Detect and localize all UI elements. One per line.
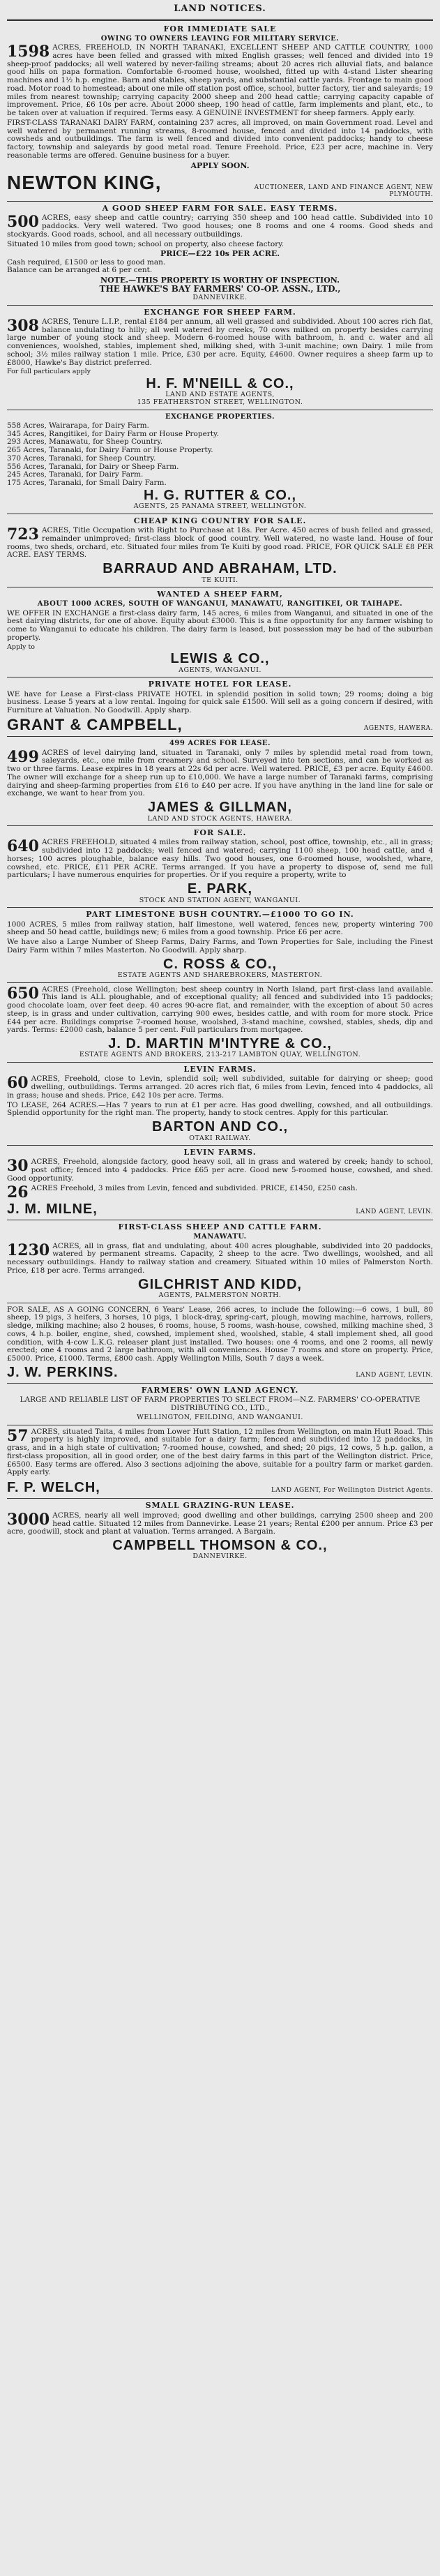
- ad-text: ACRES, Tenure L.I.P., rental £184 per annum, all well grassed and subdivided. About 100 acres rich flat, balance undulating to hilly; all well watered by creeks, 70 cows milked on property besides carrying large number of young stock and sheep. Modern 6-roomed house with bathroom, h. and c. water and all conveniences, woolshed, stables, implement shed, milking shed, with 3-unit machine; own Dairy. 1 mile from school; 3½ miles railway station 1 mile. Price, £30 per acre. Equity, £4600. Owner requires a sheep farm up to £8000, Hawke's Bay district preferred.: [7, 317, 433, 367]
- section-masthead: LAND NOTICES.: [174, 3, 266, 14]
- ad-perkins: [7, 1306, 433, 1381]
- ad-body-2: FIRST-CLASS TARANAKI DAIRY FARM, containing 237 acres, all improved, on main Government road. Level and well watered by permanent running streams, 8-roomed house, fenced and divided into 14 paddocks, with cowsheds and outbuildings. The farm is well fenced and divided into convenient paddocks; handy to cheese factory, township and saleyards by good metal road. Tenure Freehold. Price, £23 per acre, machine in. Very reasonable terms are offered. Genuine business for a buyer.: [7, 118, 433, 160]
- ad-agent-row: [7, 1201, 433, 1217]
- ad-header: CHEAP KING COUNTRY FOR SALE.: [133, 516, 307, 525]
- newspaper-page: [7, 4, 433, 2565]
- ad-lead-number: 57: [7, 1426, 29, 1445]
- agent-address: LAND AND ESTATE AGENTS, 135 FEATHERSTON STREET, WELLINGTON.: [137, 391, 303, 406]
- divider: [7, 1062, 433, 1063]
- divider: [7, 736, 433, 737]
- divider: [7, 1383, 433, 1384]
- agent-address: OTAKI RAILWAY.: [189, 1134, 251, 1142]
- ad-mneill: [7, 308, 433, 407]
- agent-name: NEWTON KING,: [7, 171, 162, 193]
- ad-lewis: [7, 590, 433, 674]
- ad-body: [7, 318, 433, 368]
- ad-header: FOR IMMEDIATE SALE: [163, 24, 277, 33]
- divider: [7, 825, 433, 826]
- agent-name: THE HAWKE'S BAY FARMERS' CO-OP. ASSN., LTD.,: [99, 284, 341, 294]
- agent-name: LEWIS & CO.,: [170, 651, 270, 667]
- agent-name: GRANT & CAMPBELL,: [7, 715, 183, 733]
- ad-header: LEVIN FARMS.: [183, 1148, 257, 1158]
- agent-name: J. W. PERKINS.: [7, 1364, 119, 1380]
- ad-body: [7, 839, 433, 880]
- ad-note: NOTE.—THIS PROPERTY IS WORTHY OF INSPECTION.: [100, 276, 340, 285]
- ad-welch: [7, 1428, 433, 1496]
- ad-ross: [7, 911, 433, 979]
- ad-grant-campbell: [7, 680, 433, 733]
- ad-header: EXCHANGE FOR SHEEP FARM.: [144, 307, 296, 317]
- ad-park: [7, 829, 433, 904]
- ad-barton: [7, 1065, 433, 1142]
- ad-apply: Apply to: [7, 643, 35, 651]
- ad-lead-number: 30: [7, 1157, 29, 1176]
- ad-newton-king: [7, 25, 433, 198]
- ad-more: For full particulars apply: [7, 368, 91, 376]
- divider: [7, 201, 433, 202]
- ad-lead-number: 1230: [7, 1241, 50, 1259]
- ad-text: ACRES, Freehold, alongside factory, good heavy soil, all in grass and watered by creek; handy to school, post office; fenced into 4 paddocks. Price £65 per acre. Good new 5-roomed house, cowshed, and shed. Good opportunity.: [7, 1158, 433, 1183]
- ad-body: [7, 1158, 433, 1183]
- ad-body: [7, 1075, 433, 1100]
- ad-body: WE OFFER IN EXCHANGE a first-class dairy farm, 145 acres, 6 miles from Wanganui, and situated in one of the best dairying districts, for one of above. Equity about £3000. This is a fine opportunity for any farmer wishing to come to Wanganui to educate his children. The dairy farm is leased, but possession may be had of the suburban property.: [7, 608, 433, 642]
- ad-lead-number: 650: [7, 984, 39, 1003]
- ad-header: FOR SALE.: [193, 828, 247, 838]
- agent-address: LAND AGENT, LEVIN.: [356, 1371, 433, 1379]
- agent-address: AGENTS, 25 PANAMA STREET, WELLINGTON.: [133, 502, 307, 511]
- ad-lead-number: 3000: [7, 1510, 50, 1529]
- ad-text: ACRES Freehold, 3 miles from Levin, fenced and subdivided. PRICE, £1450, £250 cash.: [31, 1183, 358, 1192]
- ad-milne: [7, 1148, 433, 1217]
- ad-text: ACRES, Freehold, close to Levin, splendid soil; well subdivided, suitable for dairying or sheep; good dwelling, outbuildings. Terms arranged. 20 acres rich flat, 6 miles from Levin, fenced into 4 paddocks, all in grass; house and sheds. Price, £42 10s per acre. Terms.: [7, 1074, 433, 1100]
- divider: [7, 982, 433, 983]
- ad-header: PRIVATE HOTEL FOR LEASE.: [148, 680, 292, 689]
- agent-name: F. P. WELCH,: [7, 1480, 100, 1496]
- ad-campbell-thomson: [7, 1502, 433, 1561]
- agent-address: AGENTS, WANGANUI.: [179, 666, 261, 674]
- ad-body: [7, 44, 433, 118]
- ad-text: ACRES, all in grass, flat and undulating, about 400 acres ploughable, subdivided into 20 paddocks, watered by permanent streams. Capacity, 2 sheep to the acre. Two dwellings, woolshed, and all necessary outbuildings. Handy to railway station and creamery. Situated within 10 miles of Palmerston North. Price, £18 per acre. Terms arranged.: [7, 1241, 433, 1275]
- agent-name: JAMES & GILLMAN,: [147, 800, 293, 816]
- list-item: 245 Acres, Taranaki, for Dairy Farm.: [7, 470, 144, 479]
- list-item: 293 Acres, Manawatu, for Sheep Country.: [7, 437, 163, 447]
- ad-lead-number: 26: [7, 1183, 29, 1201]
- ad-body: [7, 749, 433, 799]
- ad-body: [7, 527, 433, 560]
- ad-text: ACRES of level dairying land, situated in Taranaki, only 7 miles by splendid metal road from town, saleyards, etc., one mile from creamery and school. Surveyed into ten sections, and can be worked as two or three farms. Lease expires in 18 years at 22s 6d per acre. Well watered. PRICE, £3 per acre. Equity £4600. The owner will exchange for a sheep run up to £10,000. We have a large number of Taranaki farms, comprising dairying and sheep-farming properties from £16 to £40 per acre. If you have anything in the land line for sale or exchange, we want to hear from you.: [7, 748, 433, 798]
- ad-body-2: Situated 10 miles from good town; school on property, also cheese factory.: [7, 239, 285, 248]
- agent-address: TE KUITI.: [202, 576, 238, 584]
- ad-text: ACRES, nearly all well improved; good dwelling and other buildings, carrying 2500 sheep and 200 head cattle. Situated 12 miles from Dannevirke. Lease 21 years; Rental £200 per annum. Price £3 per acre, goodwill, stock and plant at valuation. Terms arranged. A Bargain.: [7, 1511, 433, 1536]
- agent-address: WELLINGTON, FEILDING, AND WANGANUI.: [137, 1413, 303, 1421]
- ad-lead-number: 60: [7, 1074, 29, 1093]
- agent-name: H. G. RUTTER & CO.,: [144, 487, 296, 503]
- ad-text: ACRES, Title Occupation with Right to Purchase at 18s. Per Acre. 450 acres of bush felled and grassed, remainder unimproved; first-class block of good country. Well watered, no waste land. House of four rooms, two sheds, orchard, etc. Situated four miles from Te Kuiti by good road. PRICE, FOR QUICK SALE £8 PER ACRE. EASY TERMS.: [7, 526, 433, 560]
- ad-lead-number: 308: [7, 316, 39, 335]
- ad-body-2: TO LEASE, 264 ACRES.—Has 7 years to run at £1 per acre. Has good dwelling, cowshed, and all outbuildings. Splendid opportunity for the right man. The property, handy to stock centres. Apply for this particular.: [7, 1100, 433, 1118]
- ad-body: FOR SALE, AS A GOING CONCERN, 6 Years' Lease, 266 acres, to include the following:—6 cows, 1 bull, 80 sheep, 19 pigs, 3 heifers, 3 horses, 10 pigs, 1 block-dray, spring-cart, plough, mowing machine, harrows, rollers, sledge, milking machine; also 2 houses, 6 rooms, house, 5 rooms, wash-house, cowshed, milking machine shed, 3 cows, 4 h.p. boiler, engine, shed, cowshed, implement shed, woolshed, stable, 4 stall implement shed, all good condition, with 4-cow L.K.G. releaser plant just installed. Two houses: one 4 rooms, and one 2 rooms, all newly erected; one 4 rooms and 2 large bathroom, with all conveniences. House 7 rooms and store on property. Price, £5000. Price, £1000. Terms, £800 cash. Apply Wellington Mills, South 7 days a week.: [7, 1305, 433, 1363]
- ad-gilchrist-kidd: [7, 1223, 433, 1300]
- agent-address: ESTATE AGENTS AND SHAREBROKERS, MASTERTON.: [117, 971, 323, 979]
- ad-text: ACRES, FREEHOLD, IN NORTH TARANAKI, EXCELLENT SHEEP AND CATTLE COUNTRY, 1000 acres have been felled and grassed with mixed English grasses; well fenced and divided into 19 sheep-proof paddocks; all well watered by never-failing streams; about 20 acres rich alluvial flats, and balance good hills on papa formation. Comfortable 6-roomed house, woolshed, fitted up with 4-stand Lister shearing machines and 1½ h.p. engine. Barn and stables, sheep yards, and substantial cattle yards. Frontage to main good road. Motor road to homestead; about one mile off station post office, school, butter factory, tier and saleyards; 19 miles from nearest township; carrying capacity 2000 sheep and 200 head cattle; carrying capacity capable of improvement. Price, £6 10s per acre. About 2000 sheep, 190 head of cattle, farm implements and plant, etc., to be taken over at valuation if required. Terms easy. A GENUINE INVESTMENT for sheep farmers. Apply early.: [7, 43, 433, 118]
- ad-lead-number: 640: [7, 837, 39, 856]
- ad-rutter: [7, 413, 433, 511]
- ad-header: PART LIMESTONE BUSH COUNTRY.—£1000 TO GO IN.: [86, 910, 354, 920]
- divider: [7, 19, 433, 21]
- agent-name: E. PARK,: [187, 881, 253, 897]
- list-item: 558 Acres, Wairarapa, for Dairy Farm.: [7, 421, 149, 430]
- ad-header: FARMERS' OWN LAND AGENCY.: [141, 1386, 299, 1395]
- ad-header: FIRST-CLASS SHEEP AND CATTLE FARM.: [118, 1222, 322, 1231]
- ad-header: EXCHANGE PROPERTIES.: [165, 412, 275, 421]
- ad-body: LARGE AND RELIABLE LIST OF FARM PROPERTIES TO SELECT FROM—N.Z. FARMERS' CO-OPERATIVE DISTRIBUTING CO., LTD.,: [20, 1395, 420, 1413]
- ad-body: [7, 214, 433, 239]
- divider: [7, 1498, 433, 1499]
- ad-body: [7, 1428, 433, 1478]
- ad-lead-number: 500: [7, 213, 39, 232]
- divider: [7, 1145, 433, 1146]
- ad-header: A GOOD SHEEP FARM FOR SALE. EASY TERMS.: [102, 204, 338, 214]
- agent-address: LAND AND STOCK AGENTS, HAWERA.: [147, 814, 293, 823]
- ad-text: ACRES FREEHOLD, situated 4 miles from railway station, school, post office, township, etc., all in grass; subdivided into 12 paddocks; well fenced and watered; carrying 1100 sheep, 100 head cattle, and 4 horses; 100 acres ploughable, balance easy hills. Two good houses, one 6-roomed house, woolshed, whare, cowshed, etc. PRICE, £11 PER ACRE. Terms arranged. If you have a property to dispose of, send me full particulars; I have numerous enquiries for properties. Or if you require a property, write to: [7, 838, 433, 880]
- agent-address: AGENTS, HAWERA.: [363, 724, 433, 732]
- ad-header: 499 ACRES FOR LEASE.: [169, 740, 271, 748]
- ad-apply: APPLY SOON.: [190, 160, 250, 170]
- agent-name: BARTON AND CO.,: [152, 1119, 288, 1135]
- ad-body: [7, 986, 433, 1035]
- agent-address: DANNEVIRKE.: [192, 293, 248, 301]
- divider: [7, 907, 433, 908]
- ad-lead-number: 1598: [7, 43, 50, 61]
- ad-body: 1000 ACRES, 5 miles from railway station, half limestone, well watered, fences new, property wintering 700 sheep and 50 head cattle, buildings new; 6 miles from a good township. Price £6 per acre.: [7, 920, 433, 937]
- agent-name: CAMPBELL THOMSON & CO.,: [112, 1538, 328, 1554]
- ad-agent-row: [7, 717, 433, 734]
- ad-body-2: [7, 1183, 433, 1201]
- ad-text: ACRES (Freehold, close Wellington; best sheep country in North Island, part first-class land available. This land is ALL ploughable, and of exceptional quality; all fenced and subdivided into 15 paddocks; good chocolate loam, over feet deep. 40 acres 90-acre flat, and remainder, with the exception of about 50 acres steep, is in grass and under cultivation, carrying 900 ewes, besides cattle, and with room for more stock. Price £44 per acre. Buildings comprise 7-roomed house, woolshed, 3-stand machine, cowshed, stables, sheds, dip and yards. Terms: £2000 cash, balance 5 per cent. Full particulars from mortgagee.: [7, 984, 433, 1035]
- ad-header: WANTED A SHEEP FARM,: [157, 590, 283, 599]
- ad-body: [7, 1243, 433, 1275]
- ad-header: SMALL GRAZING-RUN LEASE.: [145, 1501, 295, 1511]
- list-item: 556 Acres, Taranaki, for Dairy or Sheep Farm.: [7, 462, 179, 471]
- ad-lead-number: 499: [7, 747, 39, 766]
- list-item: 175 Acres, Taranaki, for Small Dairy Farm.: [7, 479, 167, 488]
- agent-address: ESTATE AGENTS AND BROKERS, 213-217 LAMBTON QUAY, WELLINGTON.: [79, 1051, 361, 1059]
- ad-subheader: ABOUT 1000 ACRES, SOUTH OF WANGANUI, MANAWATU, RANGITIKEI, OR TAIHAPE.: [37, 600, 403, 608]
- ad-agent-row: [7, 1480, 433, 1495]
- list-item: 345 Acres, Rangitikei, for Dairy Farm or House Property.: [7, 429, 219, 438]
- agent-name: J. D. MARTIN M'INTYRE & CO.,: [108, 1036, 332, 1052]
- ad-subheader: OWING TO OWNERS LEAVING FOR MILITARY SERVICE.: [100, 34, 340, 43]
- agent-address: LAND AGENT, For Wellington District Agents.: [271, 1487, 433, 1495]
- ad-barraud: [7, 517, 433, 584]
- ad-price: PRICE—£22 10s PER ACRE.: [160, 249, 280, 259]
- ad-header: LEVIN FARMS.: [183, 1065, 257, 1074]
- ad-agent-row: [7, 1365, 433, 1380]
- exchange-list: [7, 422, 433, 488]
- agent-address: AUCTIONEER, LAND AND FINANCE AGENT, NEW PLYMOUTH.: [254, 184, 433, 198]
- agent-address: STOCK AND STATION AGENT, WANGANUI.: [139, 896, 301, 904]
- ad-subheader: MANAWATU.: [193, 1233, 247, 1241]
- agent-address: LAND AGENT, LEVIN.: [356, 1208, 433, 1215]
- ad-terms: Cash required, £1500 or less to good man. Balance can be arranged at 6 per cent.: [7, 257, 166, 275]
- ad-lead-number: 723: [7, 525, 39, 544]
- ad-body: [7, 1512, 433, 1536]
- ad-martin-mintyre: [7, 986, 433, 1060]
- ad-body: WE have for Lease a First-class PRIVATE HOTEL in splendid position in solid town; 29 rooms; doing a big business. Lease 5 years at a low rental. Ingoing for quick sale £1500. Will sell as a going concern if desired, with Furniture at Valuation. No Goodwill. Apply sharp.: [7, 689, 433, 715]
- list-item: 370 Acres, Taranaki, for Sheep Country.: [7, 454, 156, 463]
- ad-text: ACRES, easy sheep and cattle country; carrying 350 sheep and 100 head cattle. Subdivided into 10 paddocks. Very well watered. Two good houses; one 8 rooms and one 4 rooms. Good sheds and stockyards. Good roads, school, and all necessary outbuildings.: [7, 214, 433, 239]
- agent-name: H. F. M'NEILL & CO.,: [146, 375, 294, 391]
- ad-farmers-own: [7, 1386, 433, 1421]
- ad-text: ACRES, situated Taita, 4 miles from Lower Hutt Station, 12 miles from Wellington, on main Hutt Road. This property is highly improved, and suitable for a dairy farm; fenced and subdivided into 12 paddocks, in grass, and in a high state of cultivation; 7-roomed house, cowshed, and shed; 20 pigs, 12 cows, 5 h.p. gallon, a first-class proposition, all in good order, one of the best dairy farms in this part of the Wellington district. Price, £6500. Easy terms are offered. Also 3 sections adjoining the above, suitable for a poultry farm or market garden. Apply early.: [7, 1427, 433, 1477]
- agent-name: GILCHRIST AND KIDD,: [138, 1276, 302, 1292]
- agent-address: AGENTS, PALMERSTON NORTH.: [158, 1291, 282, 1299]
- agent-address: DANNEVIRKE.: [192, 1552, 248, 1561]
- ad-body-2: We have also a Large Number of Sheep Farms, Dairy Farms, and Town Properties for Sale, including the Finest Dairy Farm within 7 miles Masterton. No Goodwill. Apply sharp.: [7, 938, 433, 954]
- agent-name: BARRAUD AND ABRAHAM, LTD.: [103, 561, 337, 577]
- ad-james-gillman: [7, 740, 433, 823]
- list-item: 265 Acres, Taranaki, for Dairy Farm or House Property.: [7, 446, 213, 455]
- ad-hawkes-bay: [7, 204, 433, 302]
- agent-name: J. M. MILNE,: [7, 1201, 98, 1217]
- divider: [7, 305, 433, 306]
- ad-agent-row: [7, 172, 433, 198]
- agent-name: C. ROSS & CO.,: [163, 956, 277, 972]
